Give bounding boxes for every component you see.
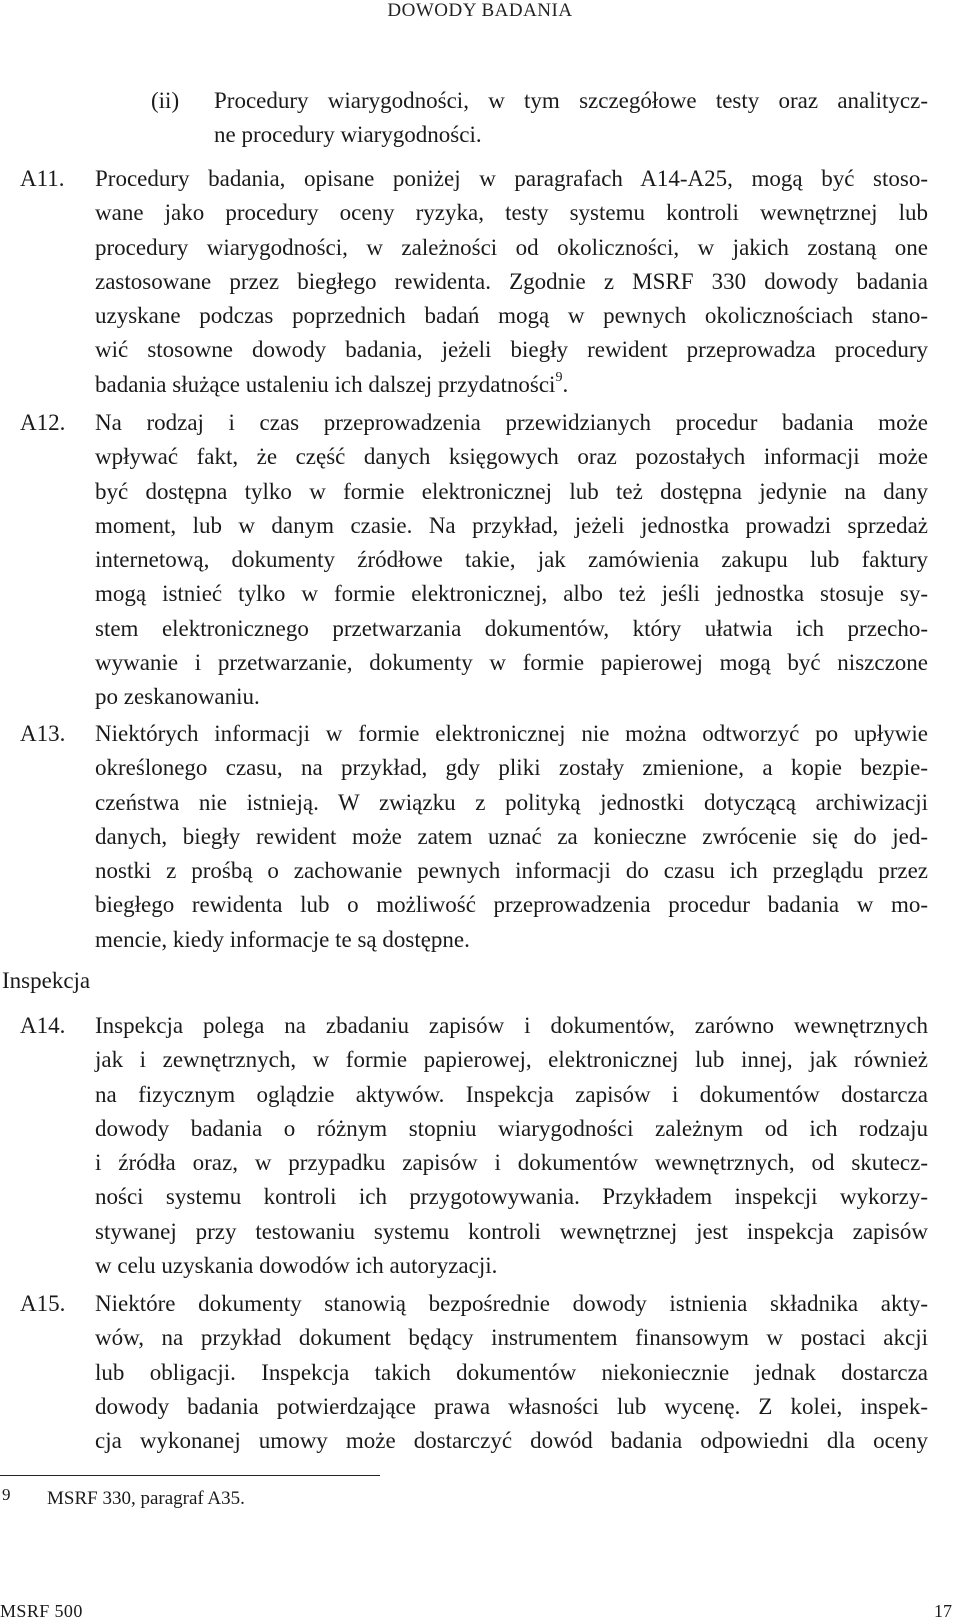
page-number: 17 [934,1601,952,1621]
text-line: mogą istnieć tylko w formie elektronicznej, albo też jeśli jednostka stosuje sy- [95,581,928,607]
running-header: DOWODY BADANIA [387,0,573,21]
text-line: lub obligacji. Inspekcja takich dokumentów niekoniecznie jednak dostarcza [95,1359,928,1385]
paragraph-number-a14: A14. [20,1013,66,1038]
footer-title: MSRF 500 [0,1601,83,1621]
text-line: uzyskane podczas poprzednich badań mogą w pewnych okolicznościach stano- [95,303,928,329]
paragraph-a15 [95,1287,928,1458]
text-line: dowody badania o różnym stopniu wiarygodności zależnym od ich rodzaju [95,1115,928,1141]
text-line: ne procedury wiarygodności. [214,122,482,148]
text-line: procedury wiarygodności, w zależności od okoliczności, w jakich zostaną one [95,234,928,260]
text-line: nostki z prośbą o zachowanie pewnych informacji do czasu ich przeglądu przez [95,858,928,884]
text-line: na fizycznym oglądzie aktywów. Inspekcja zapisów i dokumentów dostarcza [95,1081,928,1107]
text-line: stem elektronicznego przetwarzania dokumentów, który ułatwia ich przecho- [95,615,928,641]
paragraph-number-a12: A12. [20,410,66,435]
footnote-text: MSRF 330, paragraf A35. [47,1488,245,1509]
text-line: ności systemu kontroli ich przygotowywania. Przykładem inspekcji wykorzy- [95,1184,928,1210]
text-line: po zeskanowaniu. [95,684,260,710]
paragraph-a12 [95,406,928,715]
paragraph-number-a15: A15. [20,1291,66,1316]
text-line: internetową, dokumenty źródłowe takie, jak zamówienia zakupu lub faktury [95,547,928,573]
text-line: wów, na przykład dokument będący instrumentem finansowym w postaci akcji [95,1325,928,1351]
footnote-mark: 9 [2,1485,11,1504]
text-line: biegłego rewidenta lub o możliwość przeprowadzenia procedur badania w mo- [95,892,928,918]
text-line: Na rodzaj i czas przeprowadzenia przewidzianych procedur badania może [95,410,928,435]
text-line: wane jako procedury oceny ryzyka, testy systemu kontroli wewnętrznej lub [95,200,928,226]
text-line: danych, biegły rewident może zatem uznać za konieczne zwrócenie się do jed- [95,823,928,849]
paragraph-number-a11: A11. [20,166,65,191]
text-line: Procedury wiarygodności, w tym szczegółowe testy oraz analitycz- [214,88,928,113]
text-line: w celu uzyskania dowodów ich autoryzacji. [95,1253,498,1279]
paragraph-a13 [95,717,928,957]
paragraph-a11 [95,162,928,402]
text-line: dowody badania potwierdzające prawa własności lub wycenę. Z kolei, inspek- [95,1393,928,1419]
text-line: cja wykonanej umowy może dostarczyć dowód badania odpowiedni dla oceny [95,1428,928,1454]
text-line-last [95,368,928,402]
text-line: Procedury badania, opisane poniżej w paragrafach A14-A25, mogą być stoso- [95,166,928,191]
text-fragment: . [562,371,569,397]
footnote-reference: 9 [555,370,563,386]
text-line: wić stosowne dowody badania, jeżeli biegły rewident przeprowadza procedury [95,337,928,363]
text-line: Niektóre dokumenty stanowią bezpośrednie dowody istnienia składnika akty- [95,1291,928,1316]
text-line: zastosowane przez biegłego rewidenta. Zgodnie z MSRF 330 dowody badania [95,268,928,294]
item-number-ii: (ii) [151,88,180,113]
text-line: wywanie i przetwarzanie, dokumenty w formie papierowej mogą być niszczone [95,650,928,676]
text-line: i źródła oraz, w przypadku zapisów i dokumentów wewnętrznych, od skutecz- [95,1150,928,1176]
text-line: jak i zewnętrznych, w formie papierowej, elektronicznej lub innej, jak również [95,1047,928,1073]
section-heading: Inspekcja [2,968,91,993]
text-line: być dostępna tylko w formie elektronicznej lub też dostępna jedynie na dany [95,478,928,504]
text-line: Niektórych informacji w formie elektronicznej nie można odtworzyć po upływie [95,721,928,746]
text-line: stywanej przy testowaniu systemu kontroli wewnętrznej jest inspekcja zapisów [95,1218,928,1244]
text-line: wpływać fakt, że część danych księgowych oraz pozostałych informacji może [95,444,928,470]
text-fragment: badania służące ustaleniu ich dalszej przydatności [95,371,556,397]
paragraph-number-a13: A13. [20,721,66,746]
text-line: Inspekcja polega na zbadaniu zapisów i dokumentów, zarówno wewnętrznych [95,1013,928,1038]
paragraph-a14 [95,1009,928,1283]
item-ii-text [214,84,928,153]
footnote-divider [0,1475,380,1476]
text-line: określonego czasu, na przykład, gdy pliki zostały zmienione, a kopie bezpie- [95,755,928,781]
text-line: moment, lub w danym czasie. Na przykład, jeżeli jednostka prowadzi sprzedaż [95,512,928,538]
text-line: czeństwa nie istnieją. W związku z polityką jednostki dotyczącą archiwizacji [95,789,928,815]
text-line: mencie, kiedy informacje te są dostępne. [95,926,470,952]
